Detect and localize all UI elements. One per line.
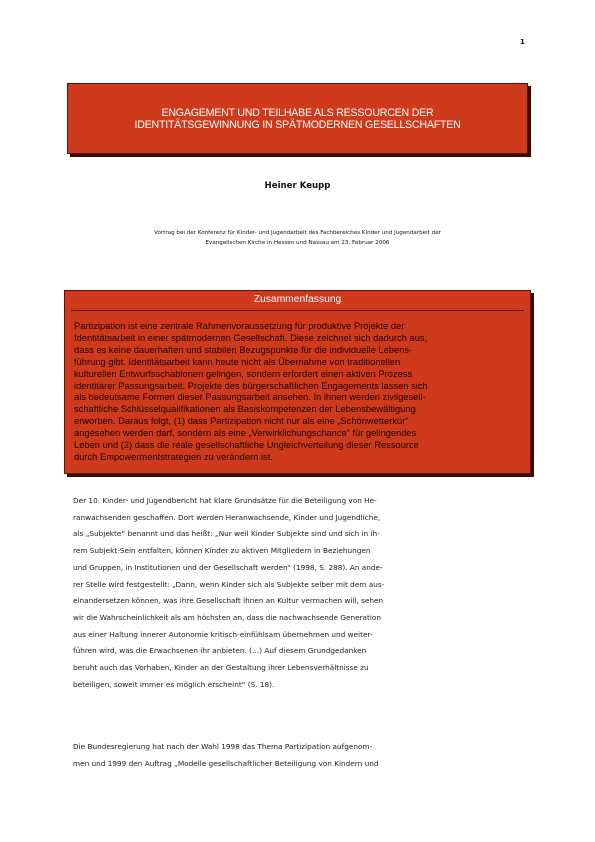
body-line: men und 1999 den Auftrag „Modelle gesellschaftlicher Beteiligung von Kindern und bbox=[73, 758, 379, 768]
summary-line: Leben und (2) dass die reale gesellschaftliche Ungleichverteilung dieser Ressource bbox=[74, 440, 419, 451]
summary-line: kulturellen Entwurfsschablonen gelingen, sondern erfordert einen aktiven Prozess bbox=[74, 368, 413, 379]
summary-line: als bedeutsame Formen dieser Passungsarbeit ansehen. In ihnen werden zivilgesell- bbox=[74, 392, 426, 403]
body-line: einandersetzen können, was ihre Gesellschaft ihnen an Kultur vermachen will, sehen bbox=[73, 596, 384, 606]
body-paragraph bbox=[73, 493, 384, 693]
summary-line: dass es keine dauerhaften und stabilen Bezugspunkte für die individuelle Lebens- bbox=[74, 344, 413, 355]
body-paragraph bbox=[73, 739, 378, 772]
body-line: wir die Wahrscheinlichkeit als am höchsten an, dass die nachwachsende Generation bbox=[73, 612, 382, 622]
lecture-note bbox=[95, 228, 500, 248]
summary-box bbox=[64, 290, 531, 474]
body-line: Der 10. Kinder- und Jugendbericht hat klare Grundsätze für die Beteiligung von He- bbox=[73, 496, 377, 505]
body-line: und Gruppen, in Institutionen und der Gesellschaft werden“ (1998, S. 288). An ande- bbox=[73, 562, 383, 572]
summary-line: durch Empowermentstrategien zu verändern ist. bbox=[74, 451, 273, 462]
body-line: ranwachsenden geschaffen. Dort werden Heranwachsende, Kinder und Jugendliche, bbox=[73, 512, 381, 522]
summary-line: identitärer Passungsarbeit. Projekte des bürgerschaftlichen Engagements lassen sich bbox=[74, 380, 428, 391]
body-line: Die Bundesregierung hat nach der Wahl 1998 das Thema Partizipation aufgenom- bbox=[73, 742, 373, 751]
lecture-note-line: Evangelischen Kirche in Hessen und Nassau am 23. Februar 2006 bbox=[205, 240, 390, 246]
summary-line: Identitätsarbeit in einer spätmodernen Gesellschaft. Diese zeichnet sich dadurch aus, bbox=[74, 332, 428, 343]
title-line: ENGAGEMENT UND TEILHABE ALS RESSOURCEN DER bbox=[161, 106, 434, 119]
body-line: beteiligen, soweit immer es möglich erscheint“ (S. 18). bbox=[73, 679, 275, 689]
summary-text bbox=[74, 321, 428, 464]
body-line: führen wird, was die Erwachsenen ihr anbieten. (…) Auf diesem Grundgedanken bbox=[73, 646, 367, 656]
summary-divider bbox=[71, 310, 524, 311]
page-number: 1 bbox=[520, 38, 525, 46]
lecture-note-line: Vortrag bei der Konferenz für Kinder- und Jugendarbeit des Fachbereiches Kinder und Jugendarbeit der bbox=[154, 230, 441, 236]
summary-heading: Zusammenfassung bbox=[253, 294, 342, 305]
body-line: rem Subjekt-Sein entfalten, können Kinder zu aktiven Mitgliedern in Beziehungen bbox=[73, 546, 371, 556]
author-name: Heiner Keupp bbox=[264, 181, 331, 191]
body-line: beruht auch das Vorhaben, Kinder an der Gestaltung ihrer Lebensverhältnisse zu bbox=[73, 663, 369, 673]
summary-line: führung gibt. Identitätsarbeit kann heute nicht als Übernahme von traditionellen bbox=[74, 356, 401, 367]
body-line: als „Subjekte“ benannt und das heißt: „Nur weil Kinder Subjekte sind und sich in ih- bbox=[73, 529, 380, 539]
summary-line: erworben. Daraus folgt, (1) dass Partizipation nicht nur als eine „Schönwetterkür“ bbox=[74, 416, 409, 427]
body-line: rer Stelle wird festgestellt: „Dann, wenn Kinder sich als Subjekte selber mit dem aus- bbox=[73, 579, 385, 589]
summary-line: Partizipation ist eine zentrale Rahmenvoraussetzung für produktive Projekte der bbox=[74, 321, 405, 331]
summary-line: angesehen werden darf, sondern als eine „Verwirklichungschance“ für gelingendes bbox=[74, 428, 417, 439]
summary-line: schaftliche Schlüsselqualifikationen als Basiskompetenzen der Lebensbewältigung bbox=[74, 404, 416, 415]
body-line: aus einer Haltung innerer Autonomie kritisch-einfühlsam übernehmen und weiter- bbox=[73, 629, 373, 639]
title-line: IDENTITÄTSGEWINNUNG IN SPÄTMODERNEN GESELLSCHAFTEN bbox=[134, 118, 461, 131]
title-box bbox=[67, 83, 528, 154]
